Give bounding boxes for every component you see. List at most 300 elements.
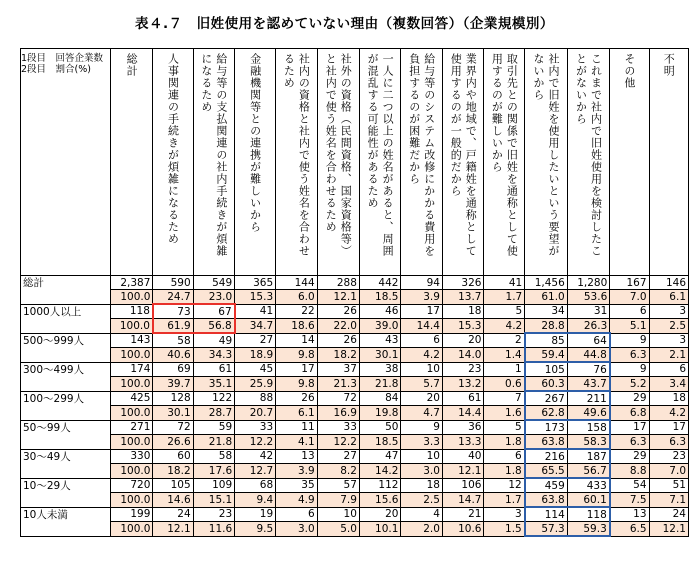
count-cell: 37 [317, 362, 359, 377]
count-cell: 11 [276, 420, 318, 435]
count-cell: 58 [193, 449, 235, 464]
corner-label [21, 49, 111, 276]
percent-cell: 25.9 [235, 377, 276, 392]
count-cell: 26 [276, 391, 318, 406]
count-cell: 49 [193, 333, 235, 348]
percent-cell: 4.7 [401, 406, 443, 421]
percent-cell: 3.9 [276, 464, 318, 479]
percent-cell: 49.6 [567, 406, 610, 421]
percent-cell: 21.8 [359, 377, 401, 392]
column-header [649, 49, 688, 276]
count-cell: 187 [567, 449, 610, 464]
row-label-blank [21, 290, 111, 305]
table-row-percent [21, 522, 689, 537]
percent-cell: 2.1 [649, 348, 688, 363]
percent-cell: 21.3 [317, 377, 359, 392]
row-label: 総計 [21, 276, 111, 290]
row-label-blank [21, 493, 111, 508]
percent-cell: 100.0 [110, 406, 153, 421]
table-row-count [21, 333, 689, 348]
percent-cell: 21.8 [193, 435, 235, 450]
count-cell: 158 [567, 420, 610, 435]
percent-cell: 6.3 [610, 435, 649, 450]
percent-cell: 6.8 [610, 406, 649, 421]
row-label: 50～99人 [21, 420, 111, 435]
table-row-percent [21, 464, 689, 479]
count-cell: 61 [193, 362, 235, 377]
count-cell: 173 [525, 420, 568, 435]
count-cell: 50 [359, 420, 401, 435]
count-cell: 5 [484, 304, 525, 319]
percent-cell: 12.2 [235, 435, 276, 450]
count-cell: 12 [484, 478, 525, 493]
percent-cell: 14.4 [401, 319, 443, 334]
table-row-count [21, 478, 689, 493]
percent-cell: 7.0 [649, 464, 688, 479]
count-cell: 43 [359, 333, 401, 348]
count-cell: 51 [649, 478, 688, 493]
percent-cell: 4.2 [649, 406, 688, 421]
count-cell: 10 [401, 362, 443, 377]
percent-cell: 57.3 [525, 522, 568, 537]
row-label-blank [21, 377, 111, 392]
percent-cell: 12.1 [649, 522, 688, 537]
table-row-percent [21, 493, 689, 508]
row-label-blank [21, 348, 111, 363]
row-label-blank [21, 435, 111, 450]
count-cell: 20 [401, 391, 443, 406]
count-cell: 1,280 [567, 276, 610, 290]
table-row-count [21, 304, 689, 319]
percent-cell: 15.3 [235, 290, 276, 305]
count-cell: 14 [276, 333, 318, 348]
percent-cell: 13.7 [442, 290, 484, 305]
row-label: 1000人以上 [21, 304, 111, 319]
column-header [567, 49, 610, 276]
column-header [235, 49, 276, 276]
count-cell: 69 [153, 362, 193, 377]
count-cell: 1,456 [525, 276, 568, 290]
count-cell: 122 [193, 391, 235, 406]
percent-cell: 18.5 [359, 435, 401, 450]
header-row [21, 49, 689, 276]
count-cell: 85 [525, 333, 568, 348]
count-cell: 59 [193, 420, 235, 435]
column-header [153, 49, 193, 276]
count-cell: 425 [110, 391, 153, 406]
count-cell: 365 [235, 276, 276, 290]
percent-cell: 6.1 [649, 290, 688, 305]
data-table [20, 48, 689, 537]
count-cell: 112 [359, 478, 401, 493]
percent-cell: 1.5 [484, 522, 525, 537]
percent-cell: 100.0 [110, 464, 153, 479]
percent-cell: 17.6 [193, 464, 235, 479]
count-cell: 29 [610, 391, 649, 406]
count-cell: 114 [525, 507, 568, 522]
column-header-text: 社内で旧姓を使用したいという要望がないから [531, 53, 560, 257]
column-header [193, 49, 235, 276]
percent-cell: 65.5 [525, 464, 568, 479]
percent-cell: 6.3 [649, 435, 688, 450]
count-cell: 288 [317, 276, 359, 290]
column-header [484, 49, 525, 276]
count-cell: 105 [525, 362, 568, 377]
percent-cell: 3.0 [401, 464, 443, 479]
column-header-text: 金融機関等との連携が難しいから [248, 53, 262, 233]
percent-cell: 4.2 [484, 319, 525, 334]
percent-cell: 2.5 [401, 493, 443, 508]
column-header [110, 49, 153, 276]
count-cell: 143 [110, 333, 153, 348]
percent-cell: 62.8 [525, 406, 568, 421]
row-label-blank [21, 464, 111, 479]
count-cell: 60 [153, 449, 193, 464]
percent-cell: 12.1 [442, 464, 484, 479]
count-cell: 6 [610, 304, 649, 319]
count-cell: 4 [401, 507, 443, 522]
count-cell: 46 [359, 304, 401, 319]
percent-cell: 30.1 [359, 348, 401, 363]
percent-cell: 12.1 [317, 290, 359, 305]
table-row-count [21, 507, 689, 522]
percent-cell: 100.0 [110, 377, 153, 392]
count-cell: 1 [484, 362, 525, 377]
count-cell: 18 [649, 391, 688, 406]
row-label-blank [21, 406, 111, 421]
percent-cell: 59.4 [525, 348, 568, 363]
count-cell: 42 [235, 449, 276, 464]
percent-cell: 6.0 [276, 290, 318, 305]
column-header [442, 49, 484, 276]
percent-cell: 5.0 [317, 522, 359, 537]
count-cell: 23 [649, 449, 688, 464]
count-cell: 38 [359, 362, 401, 377]
count-cell: 267 [525, 391, 568, 406]
count-cell: 9 [401, 420, 443, 435]
count-cell: 35 [276, 478, 318, 493]
percent-cell: 14.7 [442, 493, 484, 508]
percent-cell: 22.0 [317, 319, 359, 334]
table-row-percent [21, 406, 689, 421]
count-cell: 17 [276, 362, 318, 377]
row-label: 10～29人 [21, 478, 111, 493]
percent-cell: 39.0 [359, 319, 401, 334]
percent-cell: 1.7 [484, 290, 525, 305]
percent-cell: 3.9 [401, 290, 443, 305]
percent-cell: 63.8 [525, 435, 568, 450]
count-cell: 174 [110, 362, 153, 377]
percent-cell: 18.5 [359, 290, 401, 305]
count-cell: 128 [153, 391, 193, 406]
row-label-blank [21, 522, 111, 537]
count-cell: 33 [317, 420, 359, 435]
count-cell: 720 [110, 478, 153, 493]
count-cell: 10 [401, 449, 443, 464]
percent-cell: 23.0 [193, 290, 235, 305]
column-header [359, 49, 401, 276]
count-cell: 433 [567, 478, 610, 493]
count-cell: 23 [193, 507, 235, 522]
percent-cell: 18.2 [153, 464, 193, 479]
count-cell: 76 [567, 362, 610, 377]
count-cell: 45 [235, 362, 276, 377]
percent-cell: 7.0 [610, 290, 649, 305]
percent-cell: 18.9 [235, 348, 276, 363]
column-header-text: 一人に二つ以上の姓名があると、周囲が混乱する可能性があるため [366, 53, 395, 257]
count-cell: 549 [193, 276, 235, 290]
count-cell: 24 [649, 507, 688, 522]
percent-cell: 61.9 [153, 319, 193, 334]
percent-cell: 8.2 [317, 464, 359, 479]
count-cell: 442 [359, 276, 401, 290]
count-cell: 29 [610, 449, 649, 464]
count-cell: 21 [442, 507, 484, 522]
count-cell: 20 [442, 333, 484, 348]
percent-cell: 4.9 [276, 493, 318, 508]
percent-cell: 11.6 [193, 522, 235, 537]
column-header-text: 業界内や地域で、戸籍姓を通称として使用するのが一般的だから [449, 53, 478, 257]
count-cell: 10 [317, 507, 359, 522]
percent-cell: 34.7 [235, 319, 276, 334]
percent-cell: 2.5 [649, 319, 688, 334]
percent-cell: 58.3 [567, 435, 610, 450]
column-header [317, 49, 359, 276]
percent-cell: 10.6 [442, 522, 484, 537]
count-cell: 3 [649, 304, 688, 319]
count-cell: 9 [610, 333, 649, 348]
row-label: 300～499人 [21, 362, 111, 377]
count-cell: 6 [276, 507, 318, 522]
count-cell: 22 [276, 304, 318, 319]
count-cell: 41 [235, 304, 276, 319]
column-header-text: 不明 [662, 53, 676, 77]
percent-cell: 10.1 [359, 522, 401, 537]
percent-cell: 56.8 [193, 319, 235, 334]
percent-cell: 5.7 [401, 377, 443, 392]
percent-cell: 16.9 [317, 406, 359, 421]
percent-cell: 12.2 [317, 435, 359, 450]
percent-cell: 44.8 [567, 348, 610, 363]
column-header-text: 社外の資格（民間資格、国家資格等）と社内で使う姓名を合わせるため [324, 53, 353, 257]
count-cell: 211 [567, 391, 610, 406]
count-cell: 146 [649, 276, 688, 290]
count-cell: 271 [110, 420, 153, 435]
percent-cell: 7.5 [610, 493, 649, 508]
percent-cell: 9.8 [276, 348, 318, 363]
percent-cell: 15.1 [193, 493, 235, 508]
count-cell: 216 [525, 449, 568, 464]
percent-cell: 24.7 [153, 290, 193, 305]
count-cell: 118 [110, 304, 153, 319]
column-header-text: 社内の資格と社内で使う姓名を合わせるため [282, 53, 311, 257]
count-cell: 26 [317, 333, 359, 348]
percent-cell: 4.1 [276, 435, 318, 450]
count-cell: 17 [401, 304, 443, 319]
percent-cell: 15.6 [359, 493, 401, 508]
table-row-count [21, 420, 689, 435]
table-row-percent [21, 319, 689, 334]
percent-cell: 3.0 [276, 522, 318, 537]
table-row-count [21, 391, 689, 406]
count-cell: 330 [110, 449, 153, 464]
percent-cell: 100.0 [110, 290, 153, 305]
percent-cell: 9.5 [235, 522, 276, 537]
percent-cell: 0.6 [484, 377, 525, 392]
table-row-count [21, 276, 689, 290]
count-cell: 67 [193, 304, 235, 319]
count-cell: 33 [235, 420, 276, 435]
percent-cell: 18.2 [317, 348, 359, 363]
row-label: 500～999人 [21, 333, 111, 348]
percent-cell: 3.3 [401, 435, 443, 450]
percent-cell: 1.7 [484, 493, 525, 508]
count-cell: 73 [153, 304, 193, 319]
table-row-count [21, 449, 689, 464]
percent-cell: 59.3 [567, 522, 610, 537]
percent-cell: 35.1 [193, 377, 235, 392]
column-header-text: その他 [622, 53, 636, 89]
row-label: 100～299人 [21, 391, 111, 406]
count-cell: 58 [153, 333, 193, 348]
column-header [276, 49, 318, 276]
percent-cell: 6.5 [610, 522, 649, 537]
count-cell: 6 [401, 333, 443, 348]
count-cell: 72 [153, 420, 193, 435]
row-label: 30～49人 [21, 449, 111, 464]
count-cell: 94 [401, 276, 443, 290]
percent-cell: 13.3 [442, 435, 484, 450]
count-cell: 199 [110, 507, 153, 522]
count-cell: 19 [235, 507, 276, 522]
count-cell: 2,387 [110, 276, 153, 290]
percent-cell: 14.4 [442, 406, 484, 421]
percent-cell: 14.6 [153, 493, 193, 508]
row-label-blank [21, 319, 111, 334]
percent-cell: 12.1 [153, 522, 193, 537]
percent-cell: 26.6 [153, 435, 193, 450]
percent-cell: 30.1 [153, 406, 193, 421]
percent-cell: 40.6 [153, 348, 193, 363]
percent-cell: 53.6 [567, 290, 610, 305]
count-cell: 72 [317, 391, 359, 406]
count-cell: 2 [484, 333, 525, 348]
count-cell: 64 [567, 333, 610, 348]
count-cell: 106 [442, 478, 484, 493]
percent-cell: 6.1 [276, 406, 318, 421]
percent-cell: 18.6 [276, 319, 318, 334]
corner-label-line1: 1段目 回答企業数 [21, 53, 104, 64]
count-cell: 144 [276, 276, 318, 290]
percent-cell: 5.2 [610, 377, 649, 392]
count-cell: 23 [442, 362, 484, 377]
column-header [525, 49, 568, 276]
percent-cell: 9.4 [235, 493, 276, 508]
percent-cell: 56.7 [567, 464, 610, 479]
table-title: 表４.７ 旧姓使用を認めていない理由（複数回答）（企業規模別） [135, 16, 554, 32]
count-cell: 118 [567, 507, 610, 522]
count-cell: 68 [235, 478, 276, 493]
percent-cell: 13.2 [442, 377, 484, 392]
column-header-text: 取引先との関係で旧姓を通称として使用するのが難しいから [490, 53, 519, 257]
count-cell: 40 [442, 449, 484, 464]
count-cell: 459 [525, 478, 568, 493]
column-header-text: 人事関連の手続きが煩雑になるため [166, 53, 180, 245]
count-cell: 27 [317, 449, 359, 464]
count-cell: 13 [276, 449, 318, 464]
count-cell: 167 [610, 276, 649, 290]
count-cell: 34 [525, 304, 568, 319]
table-row-percent [21, 377, 689, 392]
percent-cell: 1.8 [484, 435, 525, 450]
percent-cell: 34.3 [193, 348, 235, 363]
percent-cell: 43.7 [567, 377, 610, 392]
percent-cell: 39.7 [153, 377, 193, 392]
count-cell: 18 [442, 304, 484, 319]
count-cell: 24 [153, 507, 193, 522]
percent-cell: 1.4 [484, 348, 525, 363]
percent-cell: 100.0 [110, 319, 153, 334]
count-cell: 3 [649, 333, 688, 348]
table-row-percent [21, 435, 689, 450]
count-cell: 57 [317, 478, 359, 493]
count-cell: 36 [442, 420, 484, 435]
count-cell: 590 [153, 276, 193, 290]
percent-cell: 63.8 [525, 493, 568, 508]
count-cell: 26 [317, 304, 359, 319]
percent-cell: 14.2 [359, 464, 401, 479]
percent-cell: 7.9 [317, 493, 359, 508]
count-cell: 7 [484, 391, 525, 406]
percent-cell: 100.0 [110, 522, 153, 537]
count-cell: 18 [401, 478, 443, 493]
count-cell: 54 [610, 478, 649, 493]
percent-cell: 19.8 [359, 406, 401, 421]
count-cell: 105 [153, 478, 193, 493]
percent-cell: 3.4 [649, 377, 688, 392]
count-cell: 5 [484, 420, 525, 435]
column-header [401, 49, 443, 276]
count-cell: 9 [610, 362, 649, 377]
count-cell: 41 [484, 276, 525, 290]
percent-cell: 1.8 [484, 464, 525, 479]
count-cell: 20 [359, 507, 401, 522]
percent-cell: 14.0 [442, 348, 484, 363]
percent-cell: 28.8 [525, 319, 568, 334]
percent-cell: 100.0 [110, 493, 153, 508]
count-cell: 109 [193, 478, 235, 493]
count-cell: 13 [610, 507, 649, 522]
percent-cell: 2.0 [401, 522, 443, 537]
count-cell: 17 [610, 420, 649, 435]
percent-cell: 100.0 [110, 435, 153, 450]
percent-cell: 20.7 [235, 406, 276, 421]
count-cell: 17 [649, 420, 688, 435]
percent-cell: 60.1 [567, 493, 610, 508]
count-cell: 3 [484, 507, 525, 522]
percent-cell: 12.7 [235, 464, 276, 479]
percent-cell: 5.1 [610, 319, 649, 334]
percent-cell: 60.3 [525, 377, 568, 392]
count-cell: 88 [235, 391, 276, 406]
count-cell: 6 [484, 449, 525, 464]
count-cell: 47 [359, 449, 401, 464]
column-header-text: 給与等の支払関連の社内手続きが煩雑になるため [199, 53, 228, 257]
table-row-count [21, 362, 689, 377]
corner-label-line2: 2段目 割合(%) [21, 64, 91, 75]
percent-cell: 9.8 [276, 377, 318, 392]
percent-cell: 1.6 [484, 406, 525, 421]
